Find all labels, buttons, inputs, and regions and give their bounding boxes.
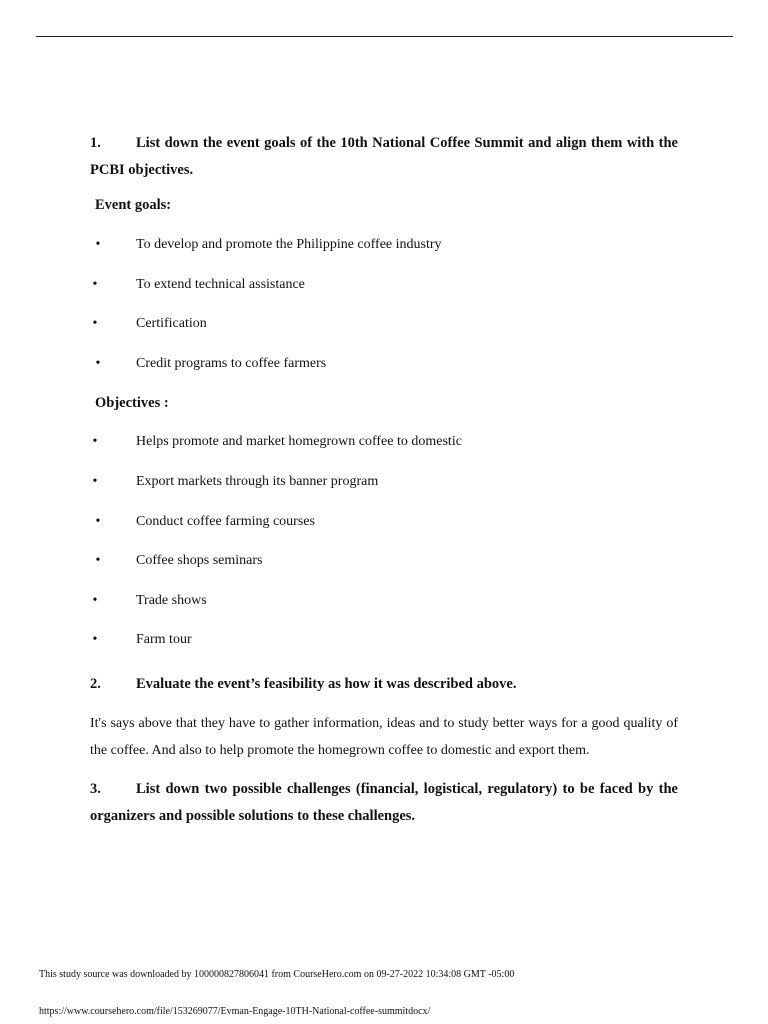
bullet-icon: •: [95, 553, 101, 569]
question-3-number: 3.: [90, 780, 101, 797]
question-2-number: 2.: [90, 675, 101, 692]
list-item-text: Export markets through its banner program: [136, 473, 379, 489]
question-2-text: Evaluate the event’s feasibility as how it was described above.: [136, 675, 517, 692]
objectives-heading: Objectives :: [95, 395, 169, 412]
question-2: [90, 671, 678, 698]
bullet-icon: •: [95, 237, 101, 252]
list-item: [90, 591, 678, 631]
list-item-text: Certification: [136, 316, 207, 332]
list-item-text: Trade shows: [136, 592, 207, 608]
list-item: [90, 630, 678, 670]
list-item-text: Farm tour: [136, 632, 192, 648]
bullet-icon: •: [92, 434, 98, 450]
bullet-icon: •: [92, 276, 98, 292]
list-item: [90, 275, 678, 315]
question-2-answer: It's says above that they have to gather information, ideas and to study better ways for a good quality of the coffee. And also to help promote the homegrown coffee to domestic and export them.: [90, 715, 678, 758]
list-item-text: To develop and promote the Philippine coffee industry: [136, 237, 442, 252]
bullet-icon: •: [92, 473, 98, 489]
question-1-text: List down the event goals of the 10th National Coffee Summit and align them with the PCBI objectives.: [90, 135, 678, 178]
bullet-icon: •: [95, 355, 101, 371]
objectives-list: [90, 432, 678, 670]
list-item-text: To extend technical assistance: [136, 276, 305, 292]
question-3-text: List down two possible challenges (financial, logistical, regulatory) to be faced by the organizers and possible solutions to these challenges.: [90, 780, 678, 824]
list-item: [90, 551, 678, 591]
list-item-text: Helps promote and market homegrown coffee to domestic: [136, 434, 462, 450]
source-url: https://www.coursehero.com/file/153269077/Evman-Engage-10TH-National-coffee-summitdocx/: [39, 1006, 431, 1017]
list-item: [90, 512, 678, 552]
list-item-text: Coffee shops seminars: [136, 553, 263, 569]
event-goals-heading: Event goals:: [95, 197, 172, 213]
list-item: [90, 354, 678, 394]
list-item: [90, 235, 678, 275]
list-item: [90, 472, 678, 512]
question-3: [90, 776, 678, 830]
document-body: [90, 130, 678, 830]
header-rule: [36, 36, 733, 37]
event-goals-list: [90, 235, 678, 393]
bullet-icon: •: [95, 513, 101, 529]
list-item: [90, 314, 678, 354]
question-1: [90, 130, 678, 184]
download-source-note: This study source was downloaded by 100000827806041 from CourseHero.com on 09-27-2022 10:34:08 GMT -05:00: [39, 969, 515, 980]
bullet-icon: •: [92, 592, 98, 608]
list-item-text: Credit programs to coffee farmers: [136, 355, 327, 371]
bullet-icon: •: [92, 316, 98, 332]
question-1-number: 1.: [90, 135, 101, 151]
list-item: [90, 432, 678, 472]
bullet-icon: •: [92, 632, 98, 648]
list-item-text: Conduct coffee farming courses: [136, 513, 315, 529]
